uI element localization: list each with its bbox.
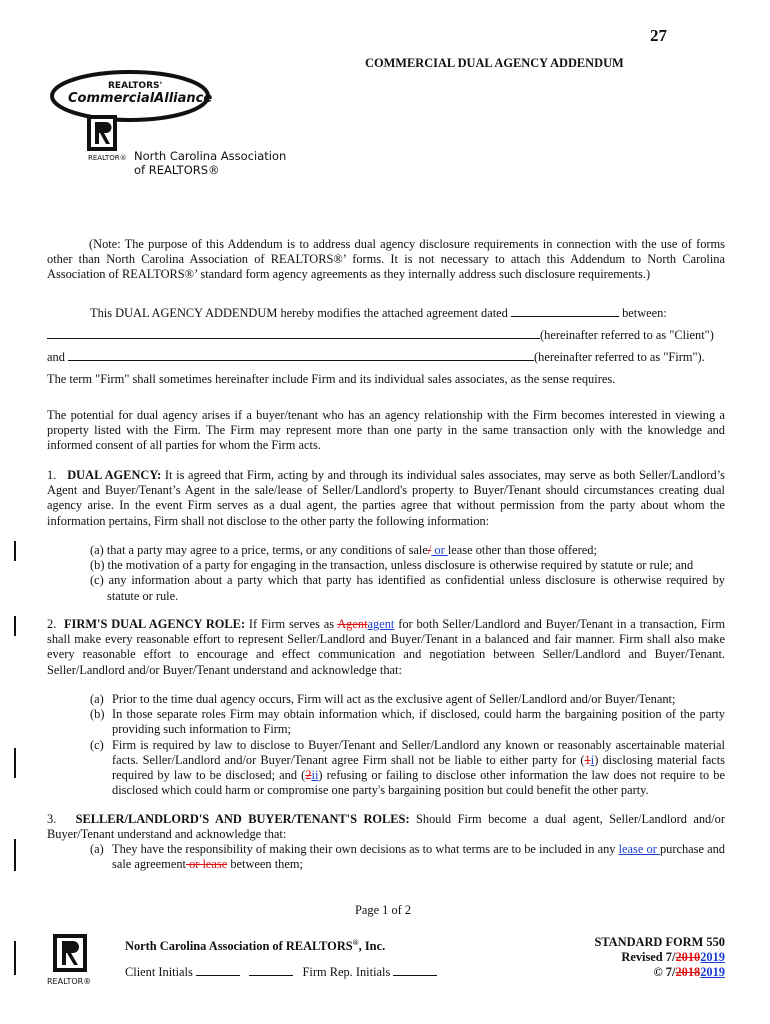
and-label: and bbox=[47, 350, 65, 364]
section3-item-a: (a) They have the responsibility of making their own decisions as to what terms are to be included in any lease or purchase and sale agreement or lease between them; bbox=[90, 842, 725, 872]
section2-number: 2. bbox=[47, 617, 57, 631]
page-indicator: Page 1 of 2 bbox=[355, 903, 412, 917]
revised-date: Revised 7/20102019 bbox=[621, 950, 725, 965]
section1-paragraph bbox=[47, 468, 725, 529]
form-number: STANDARD FORM 550 bbox=[594, 935, 725, 949]
section2-list bbox=[90, 692, 725, 798]
firm-name-blank[interactable] bbox=[68, 349, 534, 361]
firm-line bbox=[47, 349, 727, 365]
section1-heading: DUAL AGENCY: bbox=[67, 468, 162, 482]
section1-list bbox=[90, 543, 725, 604]
section2-item-c: (c) Firm is required by law to disclose to Buyer/Tenant and Seller/Landlord any known or reasonably ascertainable material facts. Seller/Landlord and/or Buyer/Tenant agree Firm shall not be liable to either party for (1i) disclosing material facts required by law to be disclosed; and (2ii) refusing or failing to disclose other information the law does not require to be disclosed which could harm or compromise one party's bargaining position but could benefit the other party. bbox=[90, 737, 725, 798]
client-initials-blank-1[interactable] bbox=[196, 964, 240, 976]
client-initials-blank-2[interactable] bbox=[249, 964, 293, 976]
section3-number: 3. bbox=[47, 812, 57, 826]
firm-label: (hereinafter referred to as "Firm"). bbox=[534, 350, 705, 364]
agreement-dated-text: This DUAL AGENCY ADDENDUM hereby modifies the attached agreement dated bbox=[90, 306, 508, 320]
footer-realtor-mark: REALTOR® bbox=[47, 977, 92, 986]
between-label: between: bbox=[622, 306, 667, 320]
firm-term-paragraph: The term "Firm" shall sometimes hereinafter include Firm and its individual sales associates, as the sense requires. bbox=[47, 372, 616, 386]
section2-inserted-text: agent bbox=[367, 617, 395, 631]
change-bar-4 bbox=[14, 839, 16, 871]
client-line bbox=[47, 327, 727, 343]
client-label: (hereinafter referred to as "Client") bbox=[540, 328, 714, 342]
agreement-dated-line bbox=[90, 305, 730, 321]
document-title: COMMERCIAL DUAL AGENCY ADDENDUM bbox=[365, 56, 624, 70]
section1-item-a: (a) that a party may agree to a price, terms, or any conditions of sale/ or lease other than those offered; bbox=[90, 543, 597, 557]
section1-number: 1. bbox=[47, 468, 57, 482]
client-initials-label: Client Initials bbox=[125, 965, 193, 979]
section2-deleted-text: Agent bbox=[337, 617, 368, 631]
logo-realtor-mark: REALTOR® bbox=[88, 154, 127, 162]
realtor-r-graphic bbox=[47, 934, 95, 986]
client-name-blank[interactable] bbox=[47, 327, 540, 339]
logo-line1: REALTORS' bbox=[108, 81, 163, 91]
change-bar-2 bbox=[14, 616, 16, 636]
change-bar-3 bbox=[14, 748, 16, 778]
copyright-date: © 7/20182019 bbox=[653, 965, 725, 980]
logo-line2: CommercialAlliance bbox=[68, 91, 213, 106]
page-number: 27 bbox=[650, 26, 667, 45]
potential-paragraph: The potential for dual agency arises if a buyer/tenant who has an agency relationship with the Firm becomes interested in viewing a property listed with the Firm. The Firm may represent more than one party in the same transaction only with the knowledge and informed consent of all parties for whom the Firm acts. bbox=[47, 408, 725, 453]
section3-heading: SELLER/LANDLORD'S AND BUYER/TENANT'S ROLES: bbox=[75, 812, 410, 826]
firm-initials-label: Firm Rep. Initials bbox=[302, 965, 391, 979]
logo-assoc-line2: of REALTORS® bbox=[134, 163, 220, 177]
firm-initials-blank[interactable] bbox=[393, 964, 437, 976]
section2-item-b: (b) In those separate roles Firm may obtain information which, if disclosed, could harm the bargaining position of the party providing such information to Firm; bbox=[90, 707, 725, 737]
realtor-r-logo bbox=[47, 934, 95, 986]
section1-text: It is agreed that Firm, acting by and through its individual sales associates, may serve as both Seller/Landlord’s Agent and Buyer/Tenant’s Agent in the sale/lease of Seller/Landlord's property to Buyer/Tenant should circumstances creating dual agency arise. In the event Firm serves as a dual agent, the parties agree that without permission from the party about whom the information pertains, Firm shall not disclose to the other party the following information: bbox=[47, 468, 725, 528]
realtors-commercial-alliance-logo bbox=[50, 68, 290, 183]
initials-line bbox=[125, 964, 437, 980]
form-info bbox=[560, 935, 725, 981]
note-paragraph: (Note: The purpose of this Addendum is to address dual agency disclosure requirements in connection with the use of forms other than North Carolina Association of REALTORS®’ forms. It is not necessary to attach this Addendum to North Carolina Association of REALTORS®’ standard form agency agreements as they internally address such disclosure requirements.) bbox=[47, 237, 725, 282]
agreement-date-blank[interactable] bbox=[511, 305, 619, 317]
logo-graphic bbox=[50, 68, 290, 183]
change-bar-5 bbox=[14, 941, 16, 975]
change-bar-1 bbox=[14, 541, 16, 561]
section1-item-b: (b) the motivation of a party for engaging in the transaction, unless disclosure is otherwise required by statute or rule; and bbox=[90, 558, 694, 573]
section3-list bbox=[90, 842, 725, 872]
section3-paragraph: 3. SELLER/LANDLORD'S AND BUYER/TENANT'S ROLES: Should Firm become a dual agent, Seller/Landlord and/or Buyer/Tenant understand and acknowledge that: bbox=[47, 812, 725, 842]
footer-association: North Carolina Association of REALTORS®, Inc. bbox=[125, 938, 386, 954]
logo-assoc-line1: North Carolina Association bbox=[134, 149, 287, 163]
section2-heading: FIRM'S DUAL AGENCY ROLE: bbox=[63, 617, 246, 631]
section2-item-a: (a) Prior to the time dual agency occurs, Firm will act as the exclusive agent of Seller/Landlord and/or Buyer/Tenant; bbox=[90, 692, 676, 706]
section1-item-c: (c) any information about a party which that party has identified as confidential unless disclosure is otherwise required by statute or rule. bbox=[90, 573, 725, 603]
section2-paragraph: 2. FIRM'S DUAL AGENCY ROLE: If Firm serves as Agentagent for both Seller/Landlord and Buyer/Tenant in a transaction, Firm shall make every reasonable effort to represent Seller/Landlord and Buyer/Tenant in a balanced and fair manner. Firm shall also make every reasonable effort to encourage and effect communication and negotiation between Seller/Landlord and Buyer/Tenant. Seller/Landlord and/or Buyer/Tenant understand and acknowledge that: bbox=[47, 617, 725, 677]
